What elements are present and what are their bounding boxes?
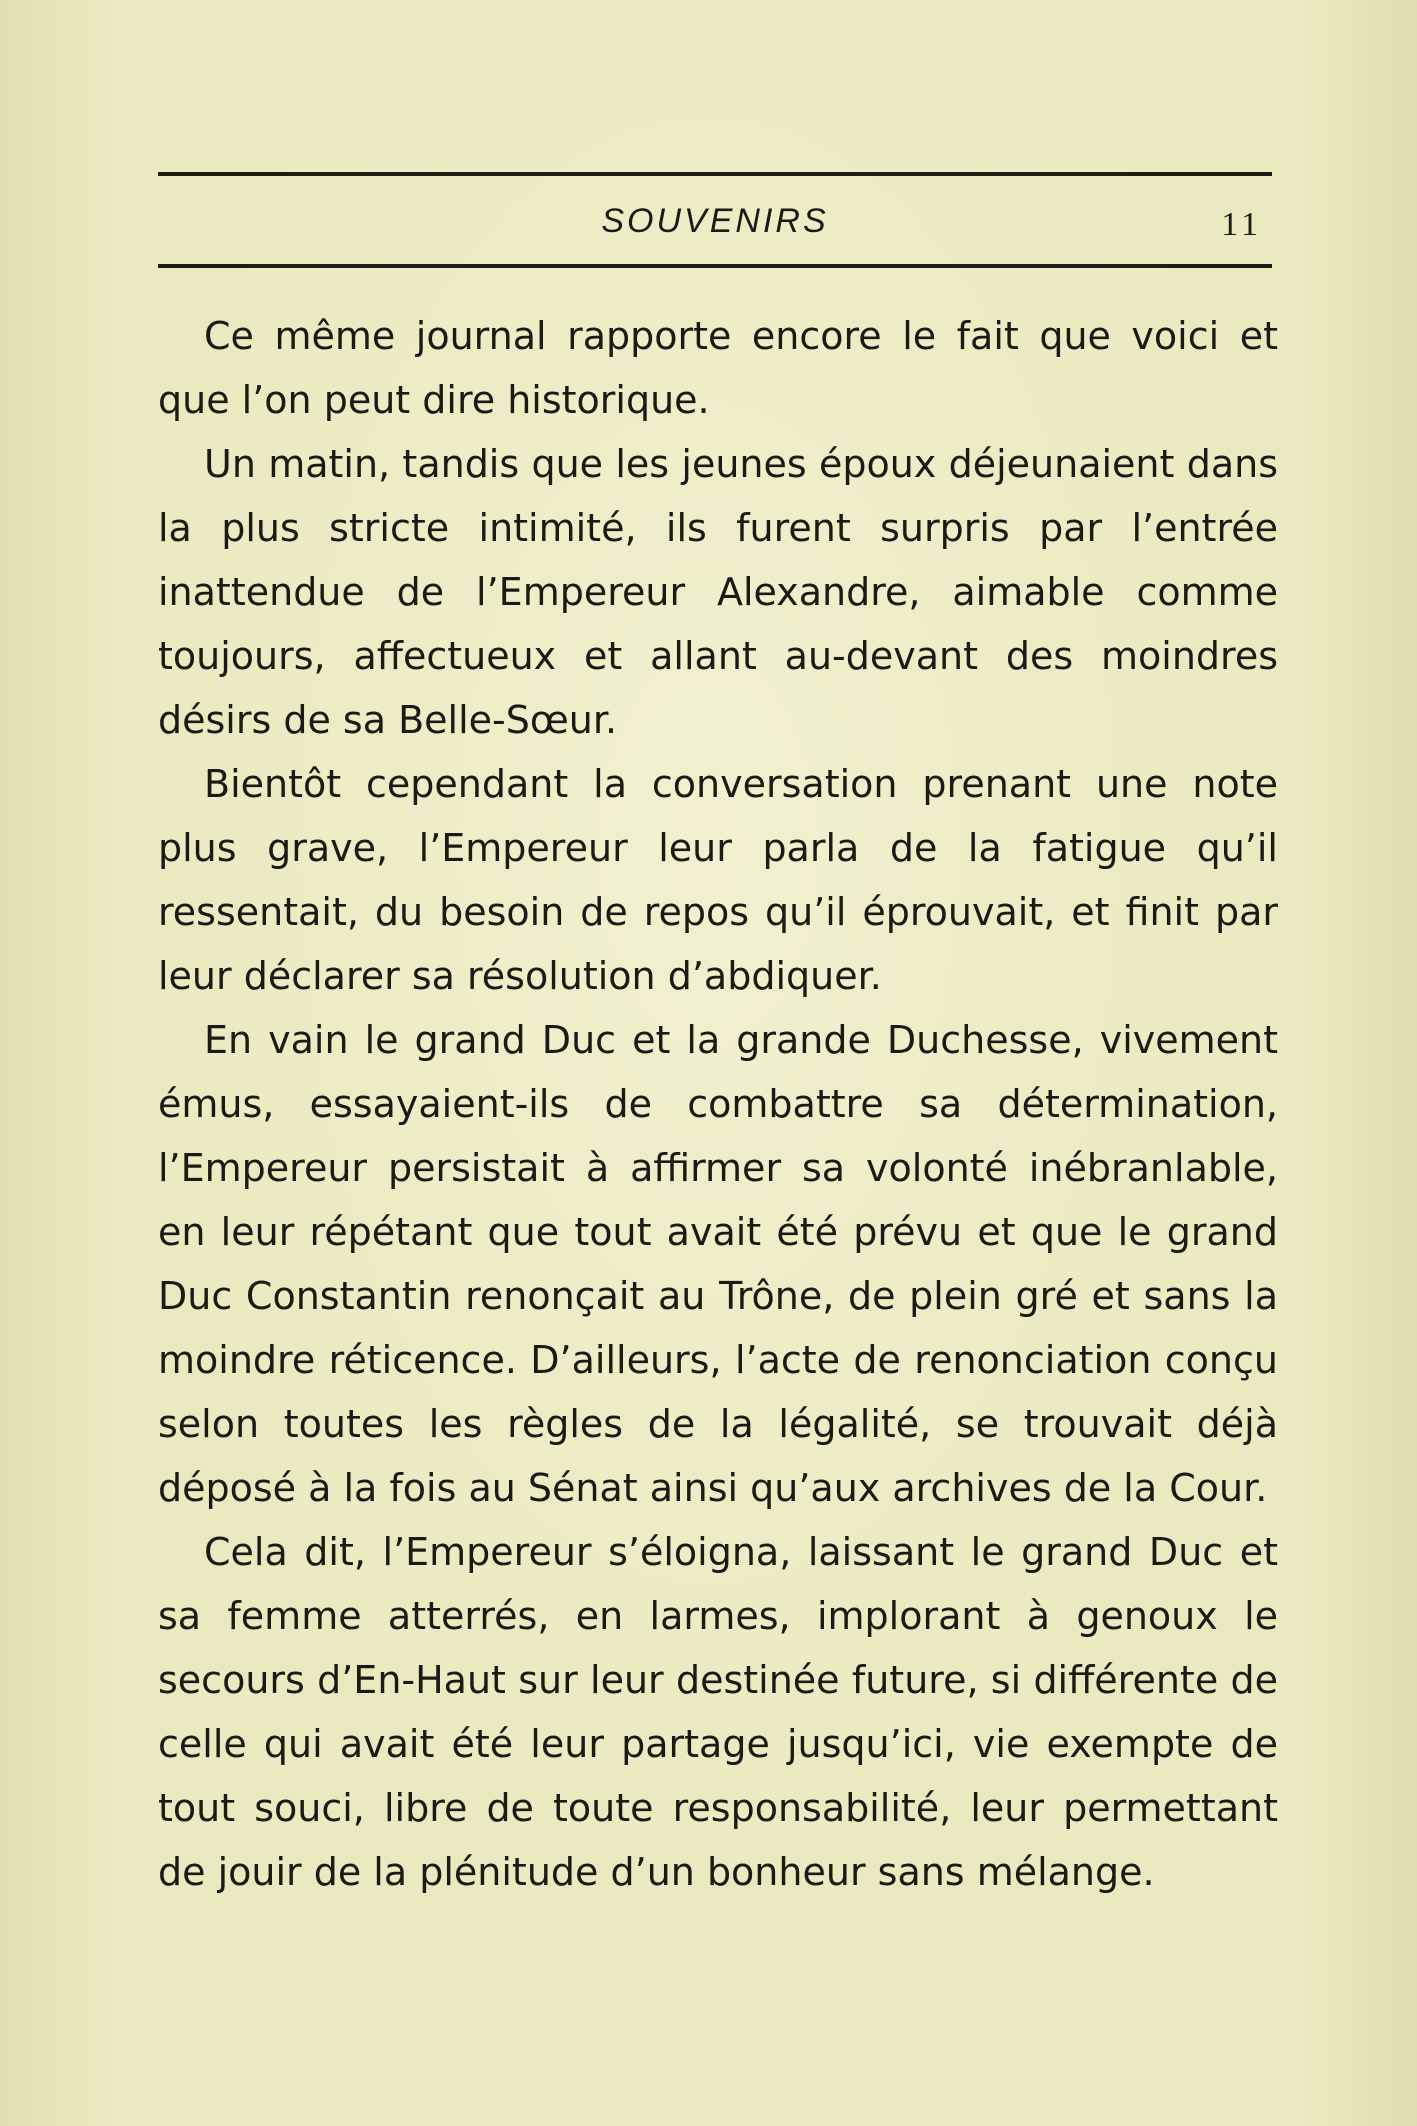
header-bottom-rule: [158, 264, 1272, 268]
body-text: [158, 304, 1278, 1904]
paragraph-2: Un matin, tandis que les jeunes époux déjeunaient dans la plus stricte intimité, ils furent surpris par l’entrée inattendue de l’Empereur Alexandre, aimable comme toujours, affectueux et allant au-devant des moindres désirs de sa Belle-Sœur.: [158, 442, 1278, 742]
paragraph-3: Bientôt cependant la conversation prenant une note plus grave, l’Empereur leur parla de la fatigue qu’il ressentait, du besoin de repos qu’il éprouvait, et finit par leur déclarer sa résolution d’abdiquer.: [158, 762, 1278, 998]
running-head: [158, 196, 1272, 252]
header-top-rule: [158, 172, 1272, 176]
paragraph-1: Ce même journal rapporte encore le fait que voici et que l’on peut dire historique.: [158, 314, 1278, 422]
paragraph-4: En vain le grand Duc et la grande Duchesse, vivement émus, essayaient-ils de combattre sa détermination, l’Empereur persistait à affirmer sa volonté inébranlable, en leur répétant que tout avait été prévu et que le grand Duc Constantin renonçait au Trône, de plein gré et sans la moindre réticence. D’ailleurs, l’acte de renonciation conçu selon toutes les règles de la légalité, se trouvait déjà déposé à la fois au Sénat ainsi qu’aux archives de la Cour.: [158, 1018, 1278, 1510]
paragraph-5: Cela dit, l’Empereur s’éloigna, laissant le grand Duc et sa femme atterrés, en larmes, implorant à genoux le secours d’En-Haut sur leur destinée future, si différente de celle qui avait été leur partage jusqu’ici, vie exempte de tout souci, libre de toute responsabilité, leur permettant de jouir de la plénitude d’un bonheur sans mélange.: [158, 1530, 1278, 1894]
page-number: 11: [1221, 206, 1262, 243]
running-title: SOUVENIRS: [601, 202, 829, 240]
